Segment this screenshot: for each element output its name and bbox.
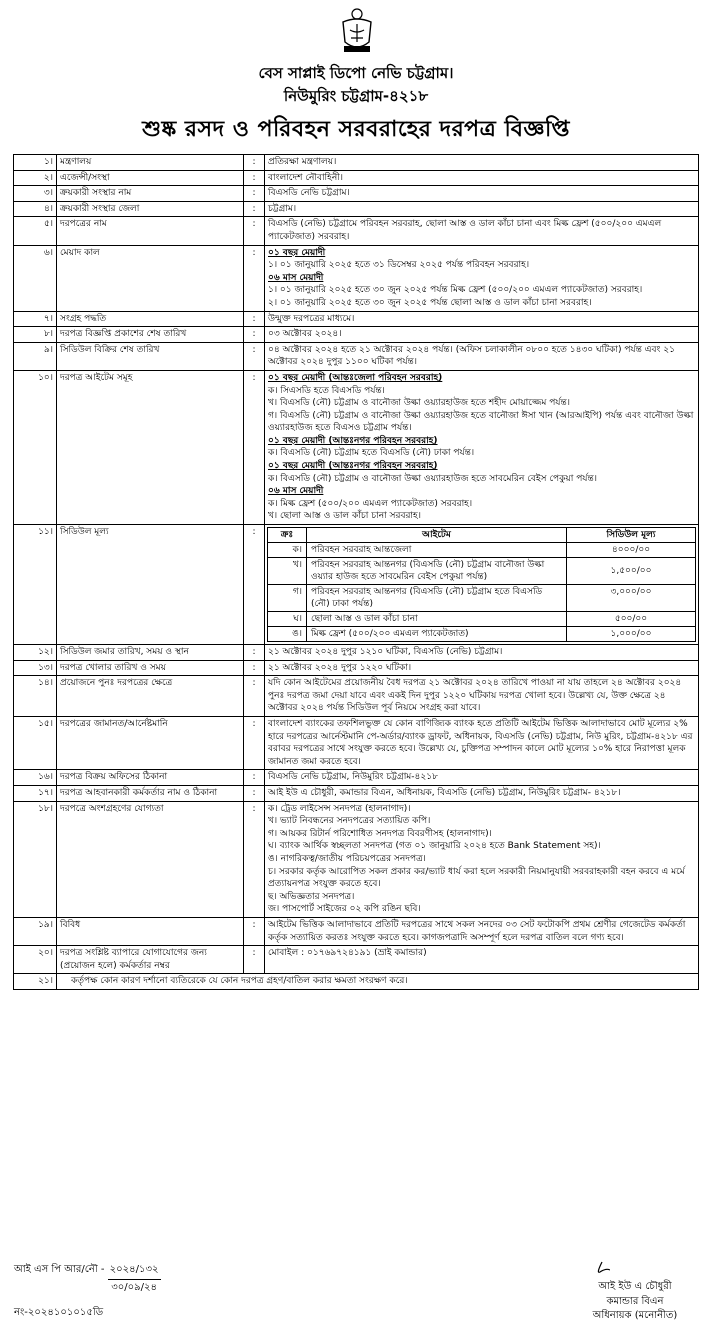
row-label: সংগ্রহ পদ্ধতি xyxy=(57,311,244,327)
table-row xyxy=(14,785,699,801)
colon: : xyxy=(244,676,265,717)
row-number: ৬। xyxy=(14,245,57,311)
table-row xyxy=(14,370,699,524)
price-row xyxy=(268,612,696,627)
row-label: প্রয়োজনে পুনঃ দরপত্রের ক্ষেত্রে xyxy=(57,676,244,717)
row-number: ১০। xyxy=(14,370,57,524)
row-value: বিএসডি নেভি চট্টগ্রাম। xyxy=(265,186,699,202)
row-number: ১১। xyxy=(14,525,57,645)
colon: : xyxy=(244,370,265,524)
row-number: ৭। xyxy=(14,311,57,327)
row-number: ৫। xyxy=(14,217,57,245)
requirement-line: ঙ। নাগরিকত্ব/জাতীয় পরিচয়পত্রের সনদপত্র। xyxy=(268,853,426,864)
row-value xyxy=(265,525,699,645)
table-row xyxy=(14,155,699,171)
colon: : xyxy=(244,645,265,661)
row-label: দরপত্র বিক্রয় অফিসের ঠিকানা xyxy=(57,770,244,786)
price-value: ৫০০/০০ xyxy=(567,612,696,627)
table-row xyxy=(14,201,699,217)
period-heading: ০১ বছর মেয়াদী xyxy=(268,247,326,258)
row-value xyxy=(265,245,699,311)
table-row xyxy=(14,186,699,202)
row-label: দরপত্র আইটেম সমূহ xyxy=(57,370,244,524)
row-number: ২১। xyxy=(14,974,57,990)
item-line: খ। বিএসডি (নৌ) চট্টগ্রাম ও বানৌজা উল্কা ওয়্যারহাউজ হতে শহীদ মোয়াজ্জেম পর্যন্ত। xyxy=(268,398,570,409)
colon: : xyxy=(244,785,265,801)
tender-table xyxy=(13,154,699,990)
row-value: কর্তৃপক্ষ কোন কারণ দর্শানো ব্যতিরেকে যে কোন দরপত্র গ্রহণ/বাতিল করার ক্ষমতা সংরক্ষণ করে। xyxy=(57,974,699,990)
row-value: ০৪ অক্টোবর ২০২৪ হতে ২১ অক্টোবর ২০২৪ পর্যন্ত। (অফিস চলাকালীন ০৮০০ হতে ১৪৩০ ঘটিকা) পর্যন্ত এবং ২১ অক্টোবর ২০২৪ দুপুর ১১০০ ঘটিকা পর্যন্ত। xyxy=(265,342,699,370)
requirement-line: ক। ট্রেড লাইসেন্স সনদপত্র (হালনাগাদ)। xyxy=(268,803,411,814)
signature-icon xyxy=(540,1258,610,1278)
price-no: ক। xyxy=(268,543,307,558)
page-title: শুষ্ক রসদ ও পরিবহন সরবরাহের দরপত্র বিজ্ঞপ্তি xyxy=(142,117,570,142)
org-name: বেস সাপ্লাই ডিপো নেভি চট্টগ্রাম। xyxy=(258,64,454,82)
item-line: ক। মিল্ক ফ্রেশ (৫০০/২০০ এমএল প্যাকেটজাত) সরবরাহ। xyxy=(268,498,473,509)
table-row xyxy=(14,217,699,245)
colon: : xyxy=(244,342,265,370)
row-number: ১২। xyxy=(14,645,57,661)
requirement-line: ছ। অভিজ্ঞতার সনদপত্র। xyxy=(268,891,355,902)
price-row xyxy=(268,585,696,612)
colon: : xyxy=(244,327,265,343)
row-label: সিডিউল বিক্রির শেষ তারিখ xyxy=(57,342,244,370)
org-address: নিউমুরিং চট্টগ্রাম-৪২১৮ xyxy=(283,87,429,105)
price-table-header xyxy=(268,528,696,543)
row-label: ক্রয়কারী সংস্থার নাম xyxy=(57,186,244,202)
colon: : xyxy=(244,946,265,974)
signatory-title: অধিনায়ক (মনোনীত) xyxy=(592,1310,678,1321)
table-row xyxy=(14,676,699,717)
table-row xyxy=(14,801,699,917)
price-value: ১,০০০/০০ xyxy=(567,627,696,642)
row-number: ১৩। xyxy=(14,660,57,676)
row-label: ক্রয়কারী সংস্থার জেলা xyxy=(57,201,244,217)
price-no: খ। xyxy=(268,558,307,585)
item-line: গ। বিএসডি (নৌ) চট্টগ্রাম ও বানৌজা উল্কা ওয়্যারহাউজ হতে বানৌজা ঈসা খান (আরআইপি) পর্যন্ত এবং বানৌজা উল্কা ওয়্যারহাউজ হতে বিএসও চট্টগ্রাম পর্যন্ত। xyxy=(268,410,694,434)
item-line: খ। ছোলা আস্ত ও ডাল কাঁচা চানা সরবরাহ। xyxy=(268,511,421,522)
price-value: ১,৫০০/০০ xyxy=(567,558,696,585)
row-value: উন্মুক্ত দরপত্রের মাধ্যমে। xyxy=(265,311,699,327)
row-label: বিবিধ xyxy=(57,917,244,945)
table-row xyxy=(14,170,699,186)
table-row xyxy=(14,974,699,990)
period-heading: ০৬ মাস মেয়াদী xyxy=(268,272,324,283)
table-row xyxy=(14,245,699,311)
reference-number xyxy=(14,1262,161,1297)
requirement-line: ঘ। ব্যাংক আর্থিক স্বচ্ছলতা সনদপত্র (গত ০১ জানুয়ারি ২০২৪ হতে Bank Statement সহ)। xyxy=(268,841,601,852)
row-number: ১৭। xyxy=(14,785,57,801)
row-label: দরপত্রে অংশগ্রহণের যোগ্যতা xyxy=(57,801,244,917)
row-label: দরপত্রের জামানত/আর্নেষ্টমানি xyxy=(57,717,244,770)
price-no: গ। xyxy=(268,585,307,612)
colon: : xyxy=(244,660,265,676)
ref-number: ২০২৪/১৩২ xyxy=(108,1262,161,1280)
row-number: ১৮। xyxy=(14,801,57,917)
row-number: ৩। xyxy=(14,186,57,202)
row-value: ২১ অক্টোবর ২০২৪ দুপুর ১২২০ ঘটিকা। xyxy=(265,660,699,676)
row-number: ৯। xyxy=(14,342,57,370)
price-item: পরিবহন সরবরাহ আন্তনগর (বিএসডি (নৌ) চট্টগ্রাম হতে বিএসডি (নৌ) ঢাকা পর্যন্ত) xyxy=(307,585,567,612)
colon: : xyxy=(244,245,265,311)
colon: : xyxy=(244,155,265,171)
price-value: ৪০০০/০০ xyxy=(567,543,696,558)
row-value: প্রতিরক্ষা মন্ত্রণালয়। xyxy=(265,155,699,171)
table-row xyxy=(14,660,699,676)
requirement-line: জ। পাসপোর্ট সাইজের ০২ কপি রঙিন ছবি। xyxy=(268,904,421,915)
row-number: ৪। xyxy=(14,201,57,217)
row-value: আই ইউ এ চৌধুরী, কমান্ডার বিএন, অধিনায়ক, বিএসডি (নেভি) চট্টগ্রাম, নিউমুরিং চট্টগ্রাম- ৪২১৮। xyxy=(265,785,699,801)
table-row xyxy=(14,311,699,327)
table-row xyxy=(14,717,699,770)
items-heading: ০৬ মাস মেয়াদী xyxy=(268,486,324,497)
row-number: ১৯। xyxy=(14,917,57,945)
price-value: ৩,০০০/০০ xyxy=(567,585,696,612)
requirement-line: গ। আয়কর রিটার্ন পরিশোধিত সনদপত্র বিবরণীসহ (হালনাগাদ)। xyxy=(268,828,492,839)
row-value: বাংলাদেশ ব্যাংকের তফশিলভুক্ত যে কোন বাণিজ্যিক ব্যাংক হতে প্রতিটি আইটেম ভিত্তিক আলাদাভাবে মোট মূল্যের ২% হারে দরপত্রের আর্নেস্টমানি পে-অর্ডার/ব্যাংক ড্রাফট, অধিনায়ক, বিএসডি (নেভি) চট্টগ্রাম, নিউ মুরিং, চট্টগ্রাম-৪২১৮ এর বরাবর দরপত্রের সাথে সংযুক্ত করতে হবে। উল্লেখ্য যে, চুক্তিপত্র সম্পাদন কালে মোট মূল্যের ১০% হারে নিরাপত্তা মূলক জামানত জমা করতে হবে। xyxy=(265,717,699,770)
row-value: মোবাইল : ০১৭৬৯৭২৪১৯১ (ভ্রাই কমান্ডার) xyxy=(265,946,699,974)
row-value: ২১ অক্টোবর ২০২৪ দুপুর ১২১০ ঘটিকা, বিএসডি (নেভি) চট্টগ্রাম। xyxy=(265,645,699,661)
row-number: ১৪। xyxy=(14,676,57,717)
period-line: ১। ০১ জানুয়ারি ২০২৫ হতে ৩০ জুন ২০২৫ পর্যন্ত মিল্ক ফ্রেশ (৫০০/২০০ এমএল প্যাকেটজাত) সরবরাহ। xyxy=(268,285,643,296)
row-label: মন্ত্রণালয় xyxy=(57,155,244,171)
table-row xyxy=(14,645,699,661)
items-heading: ০১ বছর মেয়াদী (আন্তঃজেলা পরিবহন সরবরাহ) xyxy=(268,372,443,383)
price-item: ছোলা আস্ত ও ডাল কাঁচা চানা xyxy=(307,612,567,627)
requirement-line: চ। সরকার কর্তৃক আরোপিত সকল প্রকার কর/ভ্যাট ধার্য করা হলে সরকারী নিয়মানুযায়ী সরবরাহকারী বহন করবে এ মর্মে প্রত্যায়নপত্র সংযুক্ত করতে হবে। xyxy=(268,866,685,890)
row-value: বাংলাদেশ নৌবাহিনী। xyxy=(265,170,699,186)
row-label: সিডিউল মূল্য xyxy=(57,525,244,645)
period-line: ১। ০১ জানুয়ারি ২০২৫ হতে ৩১ ডিসেম্বর ২০২৫ পর্যন্ত পরিবহন সরবরাহ। xyxy=(268,260,530,271)
period-line: ২। ০১ জানুয়ারি ২০২৫ হতে ৩০ জুন ২০২৫ পর্যন্ত ছোলা আস্ত ও ডাল কাঁচা চানা সরবরাহ। xyxy=(268,297,592,308)
table-row xyxy=(14,342,699,370)
price-row xyxy=(268,627,696,642)
schedule-price-table xyxy=(267,527,696,642)
row-label: দরপত্র আহবানকারী কর্মকর্তার নাম ও ঠিকানা xyxy=(57,785,244,801)
price-row xyxy=(268,543,696,558)
row-label: এজেন্সী/সংস্থা xyxy=(57,170,244,186)
table-row xyxy=(14,770,699,786)
row-number: ৮। xyxy=(14,327,57,343)
row-value: বিএসডি (নেভি) চট্টগ্রামে পরিবহন সরবরাহ, ছোলা আস্ত ও ডাল কাঁচা চানা এবং মিল্ক ফ্রেশ (৫০০/২০০ এমএল প্যাকেটজাত) সরবরাহ। xyxy=(265,217,699,245)
item-line: ক। বিএসডি (নৌ) চট্টগ্রাম হতে বিএসডি (নৌ) ঢাকা পর্যন্ত। xyxy=(268,448,475,459)
items-heading: ০১ বছর মেয়াদী (আন্তঃনগর পরিবহন সরবরাহ) xyxy=(268,461,438,472)
row-label: মেয়াদ কাল xyxy=(57,245,244,311)
row-number: ১। xyxy=(14,155,57,171)
row-value: চট্টগ্রাম। xyxy=(265,201,699,217)
table-row xyxy=(14,525,699,645)
table-row xyxy=(14,327,699,343)
row-value: যদি কোন আইটেমের প্রয়োজনীয় বৈধ দরপত্র ২১ অক্টোবর ২০২৪ তারিখে পাওয়া না যায় তাহলে ২৪ অক্টোবর ২০২৪ পুনঃ দরপত্র জমা দেয়া যাবে এবং একই দিন দুপুর ১২২০ ঘটিকায় দরপত্র খোলা হবে। উল্লেখ্য যে, উক্ত ক্ষেত্রে ২৪ অক্টোবর ২০২৪ পর্যন্ত সিডিউল পূর্ব নিয়মে সংগ্রহ করা যাবে। xyxy=(265,676,699,717)
price-item: মিল্ক ফ্রেশ (৫০০/২০০ এমএল প্যাকেটজাত) xyxy=(307,627,567,642)
price-item: পরিবহন সরবরাহ আন্তনগর (বিএসডি (নৌ) চট্টগ্রাম বানৌজা উল্কা ওয়্যার হাউজ হতে সাবমেরিন বেইস পেকুয়া পর্যন্ত) xyxy=(307,558,567,585)
table-row xyxy=(14,917,699,945)
signatory-rank: কমান্ডার বিএন xyxy=(606,1296,664,1307)
row-number: ১৬। xyxy=(14,770,57,786)
ref-prefix: আই এস পি আর/নৌ - xyxy=(14,1264,105,1275)
item-line: ক। সিএসডি হতে বিএসডি পর্যন্ত। xyxy=(268,385,385,396)
items-heading: ০১ বছর মেয়াদী (আন্তঃনগর পরিবহন সরবরাহ) xyxy=(268,435,438,446)
row-label: সিডিউল জমার তারিখ, সময় ও স্থান xyxy=(57,645,244,661)
price-row xyxy=(268,558,696,585)
row-number: ২। xyxy=(14,170,57,186)
colon: : xyxy=(244,170,265,186)
header-no: ক্রঃ xyxy=(268,528,307,543)
row-value xyxy=(265,801,699,917)
colon: : xyxy=(244,717,265,770)
row-value: আইটেম ভিত্তিক আলাদাভাবে প্রতিটি দরপত্রের সাথে সকল সনদের ০৩ সেট ফটোকপি প্রথম শ্রেণীর গেজেটেড কর্মকর্তা কর্তৃক সত্যায়িত করতঃ সংযুক্ত করতে হবে। কাগজপত্রাদি অসম্পূর্ণ হলে দরপত্র বাতিল বলে গণ্য হবে। xyxy=(265,917,699,945)
colon: : xyxy=(244,770,265,786)
price-no: ঘ। xyxy=(268,612,307,627)
signatory-name: আই ইউ এ চৌধুরী xyxy=(598,1281,672,1292)
colon: : xyxy=(244,311,265,327)
table-row xyxy=(14,946,699,974)
colon: : xyxy=(244,917,265,945)
header-item: আইটেম xyxy=(307,528,567,543)
colon: : xyxy=(244,217,265,245)
colon: : xyxy=(244,801,265,917)
price-no: ঙ। xyxy=(268,627,307,642)
row-value xyxy=(265,370,699,524)
row-label: দরপত্র সংশ্লিষ্ট ব্যাপারে যোগাযোগের জন্য (প্রয়োজন হলে) কর্মকর্তার নম্বর xyxy=(57,946,244,974)
row-number: ১৫। xyxy=(14,717,57,770)
colon: : xyxy=(244,186,265,202)
row-value: ০৩ অক্টোবর ২০২৪। xyxy=(265,327,699,343)
price-item: পরিবহন সরবরাহ আন্তজেলা xyxy=(307,543,567,558)
ref-date: ৩০/০৯/২৪ xyxy=(111,1282,157,1293)
row-number: ২০। xyxy=(14,946,57,974)
row-value: বিএসডি নেভি চট্টগ্রাম, নিউমুরিং চট্টগ্রাম-৪২১৮ xyxy=(265,770,699,786)
row-label: দরপত্র বিজ্ঞপ্তি প্রকাশের শেষ তারিখ xyxy=(57,327,244,343)
item-line: ক। বিএসডি (নৌ) চট্টগ্রাম ও বানৌজা উল্কা ওয়্যারহাউজ হতে সাবমেরিন বেইস পেকুয়া পর্যন্ত। xyxy=(268,473,597,484)
requirement-line: খ। ভ্যাট নিবন্ধনের সনদপত্রের সত্যায়িত কপি। xyxy=(268,816,431,827)
colon: : xyxy=(244,525,265,645)
navy-crest-icon xyxy=(338,8,376,54)
header-price: সিডিউল মূল্য xyxy=(567,528,696,543)
colon: : xyxy=(244,201,265,217)
row-label: দরপত্র খোলার তারিখ ও সময় xyxy=(57,660,244,676)
footer-code: নং-২০২৪১০১০১৫ডি xyxy=(14,1307,104,1318)
row-label: দরপত্রের নাম xyxy=(57,217,244,245)
